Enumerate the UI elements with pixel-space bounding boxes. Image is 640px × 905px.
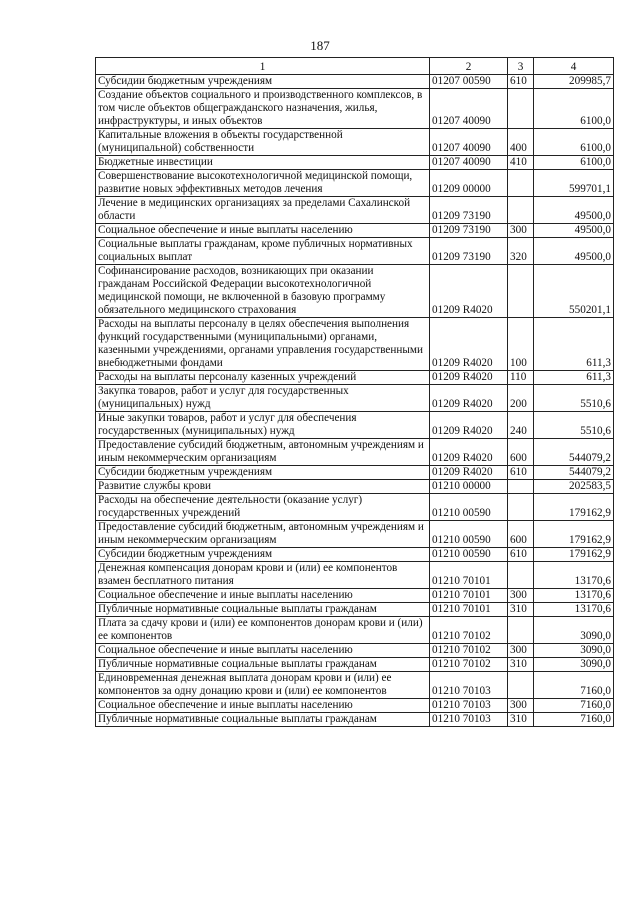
table-row xyxy=(96,699,614,713)
row-code: 01210 70102 xyxy=(430,658,508,672)
row-code: 01207 40090 xyxy=(430,89,508,129)
row-name: Закупка товаров, работ и услуг для государственных (муниципальных) нужд xyxy=(96,385,430,412)
row-name: Расходы на выплаты персоналу казенных учреждений xyxy=(96,371,430,385)
table-row xyxy=(96,658,614,672)
table-row xyxy=(96,129,614,156)
table-row xyxy=(96,589,614,603)
row-name: Софинансирование расходов, возникающих при оказании гражданам Российской Федерации высокотехнологичной медицинской помощи, не включенной в базовую программу обязательного медицинского страхования xyxy=(96,265,430,318)
row-code: 01210 70102 xyxy=(430,617,508,644)
row-sum: 49500,0 xyxy=(534,238,614,265)
row-code: 01210 00000 xyxy=(430,480,508,494)
page-number: 187 xyxy=(310,38,330,53)
row-name: Денежная компенсация донорам крови и (или) ее компонентов взамен бесплатного питания xyxy=(96,562,430,589)
row-name: Социальное обеспечение и иные выплаты населению xyxy=(96,589,430,603)
row-code: 01207 40090 xyxy=(430,156,508,170)
table-row xyxy=(96,156,614,170)
row-name: Субсидии бюджетным учреждениям xyxy=(96,466,430,480)
table-row xyxy=(96,89,614,129)
row-name: Социальное обеспечение и иные выплаты населению xyxy=(96,699,430,713)
budget-table-body xyxy=(96,58,614,727)
row-name: Лечение в медицинских организациях за пределами Сахалинской области xyxy=(96,197,430,224)
row-expense-type xyxy=(508,562,534,589)
table-row xyxy=(96,318,614,371)
row-code: 01210 70103 xyxy=(430,672,508,699)
header-col-1: 1 xyxy=(96,58,430,75)
row-expense-type xyxy=(508,89,534,129)
row-code: 01209 R4020 xyxy=(430,318,508,371)
row-expense-type: 310 xyxy=(508,713,534,727)
table-row xyxy=(96,562,614,589)
row-sum: 5510,6 xyxy=(534,385,614,412)
row-sum: 49500,0 xyxy=(534,197,614,224)
row-name: Социальные выплаты гражданам, кроме публичных нормативных социальных выплат xyxy=(96,238,430,265)
row-expense-type: 300 xyxy=(508,644,534,658)
row-sum: 13170,6 xyxy=(534,562,614,589)
row-expense-type xyxy=(508,480,534,494)
row-expense-type: 600 xyxy=(508,521,534,548)
row-code: 01209 R4020 xyxy=(430,265,508,318)
row-name: Расходы на обеспечение деятельности (оказание услуг) государственных учреждений xyxy=(96,494,430,521)
row-sum: 544079,2 xyxy=(534,439,614,466)
row-sum: 3090,0 xyxy=(534,644,614,658)
table-row xyxy=(96,371,614,385)
row-name: Совершенствование высокотехнологичной медицинской помощи, развитие новых эффективных методов лечения xyxy=(96,170,430,197)
table-row xyxy=(96,494,614,521)
row-name: Социальное обеспечение и иные выплаты населению xyxy=(96,644,430,658)
row-name: Публичные нормативные социальные выплаты гражданам xyxy=(96,713,430,727)
table-row xyxy=(96,385,614,412)
budget-table xyxy=(95,57,614,727)
table-row xyxy=(96,713,614,727)
table-row xyxy=(96,466,614,480)
row-expense-type: 610 xyxy=(508,75,534,89)
table-row xyxy=(96,238,614,265)
row-sum: 611,3 xyxy=(534,371,614,385)
row-sum: 202583,5 xyxy=(534,480,614,494)
row-code: 01209 73190 xyxy=(430,224,508,238)
table-row xyxy=(96,197,614,224)
row-sum: 13170,6 xyxy=(534,589,614,603)
row-code: 01210 70101 xyxy=(430,562,508,589)
row-code: 01209 00000 xyxy=(430,170,508,197)
row-expense-type: 200 xyxy=(508,385,534,412)
row-sum: 49500,0 xyxy=(534,224,614,238)
row-sum: 3090,0 xyxy=(534,617,614,644)
table-row xyxy=(96,265,614,318)
row-code: 01209 R4020 xyxy=(430,371,508,385)
header-col-4: 4 xyxy=(534,58,614,75)
row-sum: 7160,0 xyxy=(534,672,614,699)
row-code: 01210 70102 xyxy=(430,644,508,658)
row-sum: 611,3 xyxy=(534,318,614,371)
row-sum: 544079,2 xyxy=(534,466,614,480)
row-expense-type xyxy=(508,170,534,197)
row-name: Бюджетные инвестиции xyxy=(96,156,430,170)
row-name: Предоставление субсидий бюджетным, автономным учреждениям и иным некоммерческим организациям xyxy=(96,521,430,548)
table-row xyxy=(96,672,614,699)
row-code: 01210 00590 xyxy=(430,494,508,521)
table-row xyxy=(96,480,614,494)
row-expense-type xyxy=(508,617,534,644)
row-expense-type: 600 xyxy=(508,439,534,466)
row-expense-type: 400 xyxy=(508,129,534,156)
row-name: Единовременная денежная выплата донорам крови и (или) ее компонентов за одну донацию крови и (или) ее компонентов xyxy=(96,672,430,699)
row-name: Публичные нормативные социальные выплаты гражданам xyxy=(96,658,430,672)
row-sum: 7160,0 xyxy=(534,713,614,727)
row-name: Иные закупки товаров, работ и услуг для обеспечения государственных (муниципальных) нужд xyxy=(96,412,430,439)
table-row xyxy=(96,644,614,658)
row-expense-type xyxy=(508,197,534,224)
row-expense-type: 320 xyxy=(508,238,534,265)
row-code: 01209 73190 xyxy=(430,197,508,224)
row-code: 01207 40090 xyxy=(430,129,508,156)
row-sum: 179162,9 xyxy=(534,521,614,548)
table-row xyxy=(96,224,614,238)
row-sum: 3090,0 xyxy=(534,658,614,672)
header-col-2: 2 xyxy=(430,58,508,75)
row-expense-type: 610 xyxy=(508,548,534,562)
table-header-row xyxy=(96,58,614,75)
row-code: 01210 70103 xyxy=(430,699,508,713)
row-name: Развитие службы крови xyxy=(96,480,430,494)
table-row xyxy=(96,617,614,644)
row-name: Создание объектов социального и производственного комплексов, в том числе объектов общегражданского назначения, жилья, инфраструктуры, и иных объектов xyxy=(96,89,430,129)
table-row xyxy=(96,75,614,89)
row-sum: 599701,1 xyxy=(534,170,614,197)
row-expense-type: 240 xyxy=(508,412,534,439)
row-code: 01210 70103 xyxy=(430,713,508,727)
row-sum: 179162,9 xyxy=(534,548,614,562)
row-sum: 7160,0 xyxy=(534,699,614,713)
table-row xyxy=(96,439,614,466)
row-expense-type: 410 xyxy=(508,156,534,170)
row-name: Капитальные вложения в объекты государственной (муниципальной) собственности xyxy=(96,129,430,156)
row-expense-type xyxy=(508,494,534,521)
row-code: 01209 R4020 xyxy=(430,466,508,480)
row-expense-type xyxy=(508,672,534,699)
row-expense-type: 300 xyxy=(508,224,534,238)
header-col-3: 3 xyxy=(508,58,534,75)
row-code: 01209 73190 xyxy=(430,238,508,265)
row-code: 01209 R4020 xyxy=(430,439,508,466)
row-code: 01209 R4020 xyxy=(430,412,508,439)
row-name: Субсидии бюджетным учреждениям xyxy=(96,75,430,89)
row-sum: 6100,0 xyxy=(534,156,614,170)
row-sum: 179162,9 xyxy=(534,494,614,521)
table-row xyxy=(96,412,614,439)
row-code: 01210 00590 xyxy=(430,548,508,562)
row-name: Расходы на выплаты персоналу в целях обеспечения выполнения функций государственными (муниципальными) органами, казенными учреждениями, органами управления государственными внебюджетными фондами xyxy=(96,318,430,371)
row-name: Социальное обеспечение и иные выплаты населению xyxy=(96,224,430,238)
row-name: Предоставление субсидий бюджетным, автономным учреждениям и иным некоммерческим организациям xyxy=(96,439,430,466)
row-sum: 209985,7 xyxy=(534,75,614,89)
row-expense-type: 310 xyxy=(508,658,534,672)
row-sum: 13170,6 xyxy=(534,603,614,617)
row-code: 01207 00590 xyxy=(430,75,508,89)
row-code: 01210 00590 xyxy=(430,521,508,548)
row-sum: 550201,1 xyxy=(534,265,614,318)
table-row xyxy=(96,548,614,562)
row-expense-type xyxy=(508,265,534,318)
row-name: Публичные нормативные социальные выплаты гражданам xyxy=(96,603,430,617)
row-expense-type: 610 xyxy=(508,466,534,480)
row-code: 01210 70101 xyxy=(430,603,508,617)
row-expense-type: 310 xyxy=(508,603,534,617)
row-expense-type: 300 xyxy=(508,589,534,603)
row-name: Плата за сдачу крови и (или) ее компонентов донорам крови и (или) ее компонентов xyxy=(96,617,430,644)
row-expense-type: 300 xyxy=(508,699,534,713)
table-row xyxy=(96,170,614,197)
table-row xyxy=(96,521,614,548)
row-code: 01210 70101 xyxy=(430,589,508,603)
row-name: Субсидии бюджетным учреждениям xyxy=(96,548,430,562)
row-sum: 5510,6 xyxy=(534,412,614,439)
table-row xyxy=(96,603,614,617)
row-expense-type: 110 xyxy=(508,371,534,385)
row-code: 01209 R4020 xyxy=(430,385,508,412)
row-sum: 6100,0 xyxy=(534,89,614,129)
row-sum: 6100,0 xyxy=(534,129,614,156)
row-expense-type: 100 xyxy=(508,318,534,371)
